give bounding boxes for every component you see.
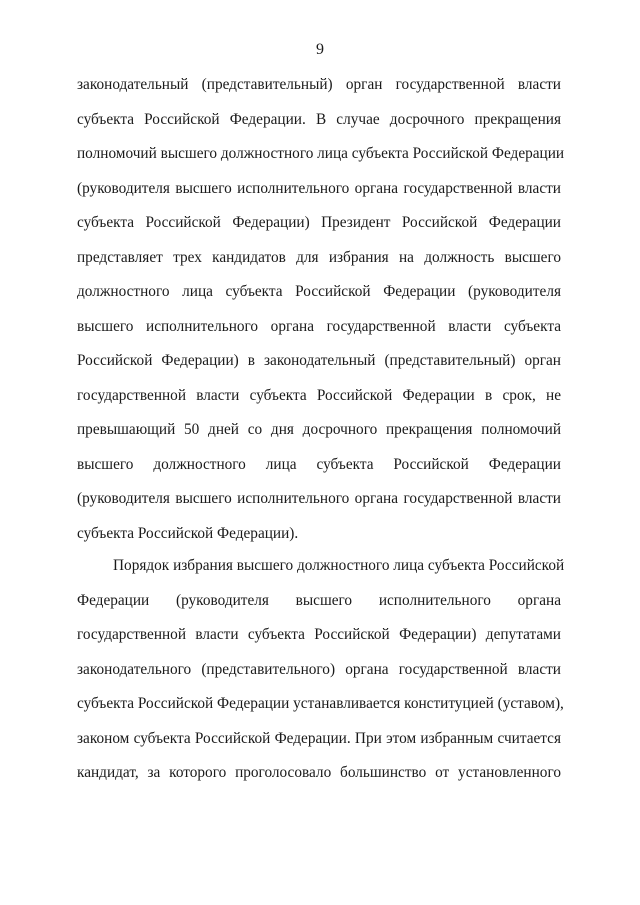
text-line: Федерации (руководителя высшего исполнительного органа — [77, 591, 561, 609]
text-line: (руководителя высшего исполнительного органа государственной власти — [77, 490, 561, 507]
text-line: превышающий 50 дней со дня досрочного прекращения полномочий — [77, 421, 561, 438]
text-line: высшего исполнительного органа государственной власти субъекта — [77, 317, 561, 335]
text-line: субъекта Российской Федерации. В случае досрочного прекращения — [77, 110, 561, 128]
text-line: законодательный (представительный) орган государственной власти — [77, 76, 561, 93]
text-line: субъекта Российской Федерации устанавливается конституцией (уставом), — [77, 695, 564, 712]
text-line: высшего должностного лица субъекта Российской Федерации — [77, 455, 561, 473]
text-line: государственной власти субъекта Российской Федерации) депутатами — [77, 626, 561, 643]
text-line: законом субъекта Российской Федерации. При этом избранным считается — [77, 729, 561, 747]
text-line: Российской Федерации) в законодательный (представительный) орган — [77, 352, 561, 369]
paragraph-1 — [77, 75, 565, 558]
text-line: кандидат, за которого проголосовало большинство от установленного — [77, 764, 561, 781]
text-line: субъекта Российской Федерации) Президент Российской Федерации — [77, 214, 561, 231]
paragraph-2 — [77, 556, 565, 798]
text-line: государственной власти субъекта Российской Федерации в срок, не — [77, 386, 561, 404]
page-number: 9 — [316, 41, 324, 58]
text-line: законодательного (представительного) органа государственной власти — [77, 660, 561, 678]
text-line: субъекта Российской Федерации). — [77, 524, 299, 542]
text-line: Порядок избрания высшего должностного лица субъекта Российской — [113, 557, 565, 574]
text-line: представляет трех кандидатов для избрания на должность высшего — [77, 248, 561, 266]
text-line: полномочий высшего должностного лица субъекта Российской Федерации — [77, 145, 565, 162]
text-line: должностного лица субъекта Российской Федерации (руководителя — [77, 283, 561, 300]
text-line: (руководителя высшего исполнительного органа государственной власти — [77, 179, 561, 197]
